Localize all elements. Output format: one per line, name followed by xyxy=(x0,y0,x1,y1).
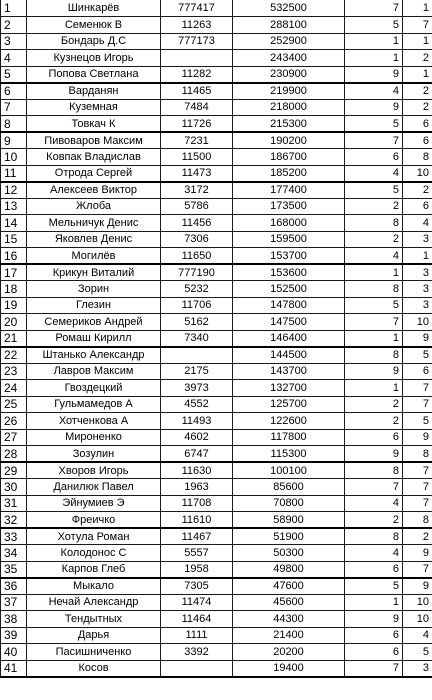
amount-cell[interactable]: 186700 xyxy=(233,149,345,166)
group-a-cell[interactable]: 1 xyxy=(345,594,403,611)
group-b-cell[interactable]: 2 xyxy=(403,528,432,545)
player-name-cell[interactable]: Косов xyxy=(27,660,161,677)
row-number-cell[interactable]: 17 xyxy=(1,264,27,281)
row-number-cell[interactable]: 36 xyxy=(1,578,27,595)
table-row[interactable] xyxy=(1,660,432,677)
player-code-cell[interactable]: 2175 xyxy=(161,363,233,380)
row-number-cell[interactable]: 35 xyxy=(1,561,27,578)
player-name-cell[interactable]: Колодонос С xyxy=(27,545,161,562)
player-name-cell[interactable]: Хотченкова А xyxy=(27,413,161,430)
group-a-cell[interactable]: 9 xyxy=(345,99,403,116)
table-row[interactable] xyxy=(1,198,432,215)
player-code-cell[interactable]: 11467 xyxy=(161,528,233,545)
row-number-cell[interactable]: 38 xyxy=(1,611,27,628)
table-row[interactable] xyxy=(1,479,432,496)
group-b-cell[interactable]: 7 xyxy=(403,380,432,397)
player-code-cell[interactable]: 4552 xyxy=(161,396,233,413)
amount-cell[interactable]: 168000 xyxy=(233,215,345,232)
group-a-cell[interactable]: 5 xyxy=(345,297,403,314)
player-name-cell[interactable]: Штанько Александр xyxy=(27,347,161,364)
row-number-cell[interactable]: 7 xyxy=(1,99,27,116)
player-name-cell[interactable]: Фреичко xyxy=(27,512,161,529)
row-number-cell[interactable]: 29 xyxy=(1,462,27,479)
table-row[interactable] xyxy=(1,495,432,512)
player-name-cell[interactable]: Пасишниченко xyxy=(27,644,161,661)
player-name-cell[interactable]: Кузнецов Игорь xyxy=(27,50,161,67)
group-b-cell[interactable]: 8 xyxy=(403,446,432,463)
group-a-cell[interactable]: 9 xyxy=(345,66,403,83)
group-a-cell[interactable]: 9 xyxy=(345,611,403,628)
player-code-cell[interactable] xyxy=(161,660,233,677)
group-b-cell[interactable]: 9 xyxy=(403,429,432,446)
table-row[interactable] xyxy=(1,215,432,232)
group-a-cell[interactable]: 1 xyxy=(345,264,403,281)
amount-cell[interactable]: 115300 xyxy=(233,446,345,463)
group-a-cell[interactable]: 1 xyxy=(345,33,403,50)
amount-cell[interactable]: 243400 xyxy=(233,50,345,67)
table-row[interactable] xyxy=(1,297,432,314)
player-code-cell[interactable]: 777417 xyxy=(161,0,233,17)
amount-cell[interactable]: 47600 xyxy=(233,578,345,595)
player-name-cell[interactable]: Варданян xyxy=(27,83,161,100)
amount-cell[interactable]: 21400 xyxy=(233,627,345,644)
player-name-cell[interactable]: Мельничук Денис xyxy=(27,215,161,232)
player-code-cell[interactable]: 11610 xyxy=(161,512,233,529)
group-a-cell[interactable]: 2 xyxy=(345,396,403,413)
player-code-cell[interactable]: 5162 xyxy=(161,314,233,331)
player-code-cell[interactable]: 5232 xyxy=(161,281,233,298)
group-b-cell[interactable]: 10 xyxy=(403,314,432,331)
table-row[interactable] xyxy=(1,578,432,595)
player-code-cell[interactable]: 5786 xyxy=(161,198,233,215)
row-number-cell[interactable]: 39 xyxy=(1,627,27,644)
player-code-cell[interactable]: 11708 xyxy=(161,495,233,512)
player-name-cell[interactable]: Семенюк В xyxy=(27,17,161,34)
amount-cell[interactable]: 117800 xyxy=(233,429,345,446)
table-row[interactable] xyxy=(1,528,432,545)
group-b-cell[interactable]: 10 xyxy=(403,165,432,182)
player-name-cell[interactable]: Лавров Максим xyxy=(27,363,161,380)
player-code-cell[interactable]: 6747 xyxy=(161,446,233,463)
row-number-cell[interactable]: 21 xyxy=(1,330,27,347)
player-code-cell[interactable]: 777173 xyxy=(161,33,233,50)
table-row[interactable] xyxy=(1,512,432,529)
amount-cell[interactable]: 159500 xyxy=(233,231,345,248)
group-b-cell[interactable]: 4 xyxy=(403,215,432,232)
table-row[interactable] xyxy=(1,413,432,430)
player-code-cell[interactable]: 7484 xyxy=(161,99,233,116)
group-a-cell[interactable]: 5 xyxy=(345,182,403,199)
table-row[interactable] xyxy=(1,314,432,331)
amount-cell[interactable]: 45600 xyxy=(233,594,345,611)
amount-cell[interactable]: 58900 xyxy=(233,512,345,529)
player-name-cell[interactable]: Гульмамедов А xyxy=(27,396,161,413)
amount-cell[interactable]: 70800 xyxy=(233,495,345,512)
group-b-cell[interactable]: 7 xyxy=(403,17,432,34)
amount-cell[interactable]: 146400 xyxy=(233,330,345,347)
amount-cell[interactable]: 185200 xyxy=(233,165,345,182)
group-b-cell[interactable]: 3 xyxy=(403,297,432,314)
table-row[interactable] xyxy=(1,330,432,347)
group-b-cell[interactable]: 2 xyxy=(403,50,432,67)
row-number-cell[interactable]: 4 xyxy=(1,50,27,67)
group-a-cell[interactable]: 8 xyxy=(345,528,403,545)
group-a-cell[interactable]: 7 xyxy=(345,660,403,677)
group-a-cell[interactable]: 6 xyxy=(345,627,403,644)
table-row[interactable] xyxy=(1,99,432,116)
player-code-cell[interactable]: 11726 xyxy=(161,116,233,133)
group-b-cell[interactable]: 6 xyxy=(403,198,432,215)
player-code-cell[interactable]: 11474 xyxy=(161,594,233,611)
row-number-cell[interactable]: 28 xyxy=(1,446,27,463)
table-row[interactable] xyxy=(1,627,432,644)
group-b-cell[interactable]: 6 xyxy=(403,132,432,149)
row-number-cell[interactable]: 31 xyxy=(1,495,27,512)
player-name-cell[interactable]: Товкач К xyxy=(27,116,161,133)
amount-cell[interactable]: 230900 xyxy=(233,66,345,83)
row-number-cell[interactable]: 1 xyxy=(1,0,27,17)
table-row[interactable] xyxy=(1,363,432,380)
amount-cell[interactable]: 125700 xyxy=(233,396,345,413)
table-row[interactable] xyxy=(1,611,432,628)
group-a-cell[interactable]: 2 xyxy=(345,231,403,248)
table-row[interactable] xyxy=(1,462,432,479)
amount-cell[interactable]: 153700 xyxy=(233,248,345,265)
row-number-cell[interactable]: 33 xyxy=(1,528,27,545)
table-row[interactable] xyxy=(1,347,432,364)
group-b-cell[interactable]: 5 xyxy=(403,644,432,661)
group-b-cell[interactable]: 3 xyxy=(403,264,432,281)
group-b-cell[interactable]: 7 xyxy=(403,396,432,413)
row-number-cell[interactable]: 25 xyxy=(1,396,27,413)
table-row[interactable] xyxy=(1,380,432,397)
row-number-cell[interactable]: 11 xyxy=(1,165,27,182)
group-a-cell[interactable]: 2 xyxy=(345,413,403,430)
group-a-cell[interactable]: 6 xyxy=(345,149,403,166)
group-a-cell[interactable]: 9 xyxy=(345,363,403,380)
amount-cell[interactable]: 532500 xyxy=(233,0,345,17)
group-a-cell[interactable]: 5 xyxy=(345,578,403,595)
player-code-cell[interactable]: 3172 xyxy=(161,182,233,199)
player-name-cell[interactable]: Крикун Виталий xyxy=(27,264,161,281)
row-number-cell[interactable]: 26 xyxy=(1,413,27,430)
group-b-cell[interactable]: 3 xyxy=(403,660,432,677)
player-name-cell[interactable]: Семериков Андрей xyxy=(27,314,161,331)
table-row[interactable] xyxy=(1,50,432,67)
amount-cell[interactable]: 215300 xyxy=(233,116,345,133)
row-number-cell[interactable]: 14 xyxy=(1,215,27,232)
row-number-cell[interactable]: 32 xyxy=(1,512,27,529)
group-a-cell[interactable]: 6 xyxy=(345,429,403,446)
group-b-cell[interactable]: 9 xyxy=(403,578,432,595)
amount-cell[interactable]: 19400 xyxy=(233,660,345,677)
group-a-cell[interactable]: 7 xyxy=(345,314,403,331)
group-a-cell[interactable]: 7 xyxy=(345,132,403,149)
player-name-cell[interactable]: Нечай Александр xyxy=(27,594,161,611)
row-number-cell[interactable]: 15 xyxy=(1,231,27,248)
amount-cell[interactable]: 153600 xyxy=(233,264,345,281)
table-row[interactable] xyxy=(1,561,432,578)
amount-cell[interactable]: 122600 xyxy=(233,413,345,430)
group-b-cell[interactable]: 7 xyxy=(403,561,432,578)
player-name-cell[interactable]: Пивоваров Максим xyxy=(27,132,161,149)
player-code-cell[interactable]: 7340 xyxy=(161,330,233,347)
player-name-cell[interactable]: Отрода Сергей xyxy=(27,165,161,182)
player-code-cell[interactable] xyxy=(161,50,233,67)
amount-cell[interactable]: 20200 xyxy=(233,644,345,661)
player-code-cell[interactable]: 11500 xyxy=(161,149,233,166)
table-row[interactable] xyxy=(1,0,432,17)
row-number-cell[interactable]: 8 xyxy=(1,116,27,133)
row-number-cell[interactable]: 18 xyxy=(1,281,27,298)
amount-cell[interactable]: 190200 xyxy=(233,132,345,149)
player-name-cell[interactable]: Мыкало xyxy=(27,578,161,595)
amount-cell[interactable]: 177400 xyxy=(233,182,345,199)
player-code-cell[interactable]: 11706 xyxy=(161,297,233,314)
player-name-cell[interactable]: Хворов Игорь xyxy=(27,462,161,479)
group-b-cell[interactable]: 6 xyxy=(403,116,432,133)
table-row[interactable] xyxy=(1,545,432,562)
player-code-cell[interactable]: 1963 xyxy=(161,479,233,496)
amount-cell[interactable]: 50300 xyxy=(233,545,345,562)
table-row[interactable] xyxy=(1,182,432,199)
player-code-cell[interactable]: 5557 xyxy=(161,545,233,562)
player-name-cell[interactable]: Куземная xyxy=(27,99,161,116)
amount-cell[interactable]: 51900 xyxy=(233,528,345,545)
group-a-cell[interactable]: 6 xyxy=(345,561,403,578)
player-name-cell[interactable]: Ромаш Кирилл xyxy=(27,330,161,347)
player-name-cell[interactable]: Данилюк Павел xyxy=(27,479,161,496)
player-name-cell[interactable]: Жлоба xyxy=(27,198,161,215)
row-number-cell[interactable]: 5 xyxy=(1,66,27,83)
group-b-cell[interactable]: 9 xyxy=(403,330,432,347)
amount-cell[interactable]: 218000 xyxy=(233,99,345,116)
table-row[interactable] xyxy=(1,132,432,149)
amount-cell[interactable]: 152500 xyxy=(233,281,345,298)
player-name-cell[interactable]: Глезин xyxy=(27,297,161,314)
group-a-cell[interactable]: 8 xyxy=(345,347,403,364)
group-a-cell[interactable]: 8 xyxy=(345,462,403,479)
amount-cell[interactable]: 288100 xyxy=(233,17,345,34)
table-row[interactable] xyxy=(1,644,432,661)
table-row[interactable] xyxy=(1,594,432,611)
group-a-cell[interactable]: 1 xyxy=(345,330,403,347)
group-a-cell[interactable]: 1 xyxy=(345,50,403,67)
group-a-cell[interactable]: 2 xyxy=(345,198,403,215)
player-name-cell[interactable]: Ковпак Владислав xyxy=(27,149,161,166)
row-number-cell[interactable]: 34 xyxy=(1,545,27,562)
amount-cell[interactable]: 143700 xyxy=(233,363,345,380)
group-b-cell[interactable]: 2 xyxy=(403,83,432,100)
player-code-cell[interactable]: 1958 xyxy=(161,561,233,578)
row-number-cell[interactable]: 40 xyxy=(1,644,27,661)
table-row[interactable] xyxy=(1,66,432,83)
group-b-cell[interactable]: 3 xyxy=(403,281,432,298)
group-b-cell[interactable]: 5 xyxy=(403,347,432,364)
spreadsheet-body xyxy=(1,0,432,677)
table-row[interactable] xyxy=(1,17,432,34)
player-name-cell[interactable]: Эйнумиев Э xyxy=(27,495,161,512)
player-name-cell[interactable]: Карпов Глеб xyxy=(27,561,161,578)
player-code-cell[interactable]: 11263 xyxy=(161,17,233,34)
amount-cell[interactable]: 144500 xyxy=(233,347,345,364)
group-b-cell[interactable]: 2 xyxy=(403,182,432,199)
player-code-cell[interactable]: 7305 xyxy=(161,578,233,595)
row-number-cell[interactable]: 23 xyxy=(1,363,27,380)
row-number-cell[interactable]: 20 xyxy=(1,314,27,331)
group-a-cell[interactable]: 4 xyxy=(345,545,403,562)
table-row[interactable] xyxy=(1,116,432,133)
group-a-cell[interactable]: 6 xyxy=(345,644,403,661)
group-b-cell[interactable]: 3 xyxy=(403,231,432,248)
player-code-cell[interactable]: 11650 xyxy=(161,248,233,265)
table-row[interactable] xyxy=(1,33,432,50)
player-code-cell[interactable]: 4602 xyxy=(161,429,233,446)
group-b-cell[interactable]: 4 xyxy=(403,627,432,644)
group-b-cell[interactable]: 7 xyxy=(403,462,432,479)
group-a-cell[interactable]: 4 xyxy=(345,248,403,265)
amount-cell[interactable]: 147500 xyxy=(233,314,345,331)
group-b-cell[interactable]: 10 xyxy=(403,611,432,628)
player-code-cell[interactable]: 3973 xyxy=(161,380,233,397)
table-row[interactable] xyxy=(1,281,432,298)
group-b-cell[interactable]: 1 xyxy=(403,248,432,265)
group-a-cell[interactable]: 7 xyxy=(345,479,403,496)
player-name-cell[interactable]: Тендытных xyxy=(27,611,161,628)
player-name-cell[interactable]: Бондарь Д.С xyxy=(27,33,161,50)
row-number-cell[interactable]: 37 xyxy=(1,594,27,611)
group-b-cell[interactable]: 6 xyxy=(403,363,432,380)
amount-cell[interactable]: 147800 xyxy=(233,297,345,314)
group-a-cell[interactable]: 1 xyxy=(345,380,403,397)
player-code-cell[interactable]: 11465 xyxy=(161,83,233,100)
amount-cell[interactable]: 132700 xyxy=(233,380,345,397)
group-b-cell[interactable]: 7 xyxy=(403,479,432,496)
row-number-cell[interactable]: 41 xyxy=(1,660,27,677)
player-name-cell[interactable]: Алексеев Виктор xyxy=(27,182,161,199)
group-b-cell[interactable]: 8 xyxy=(403,512,432,529)
player-code-cell[interactable]: 777190 xyxy=(161,264,233,281)
group-a-cell[interactable]: 8 xyxy=(345,281,403,298)
row-number-cell[interactable]: 2 xyxy=(1,17,27,34)
player-code-cell[interactable]: 11630 xyxy=(161,462,233,479)
group-b-cell[interactable]: 9 xyxy=(403,545,432,562)
row-number-cell[interactable]: 19 xyxy=(1,297,27,314)
group-a-cell[interactable]: 4 xyxy=(345,165,403,182)
player-code-cell[interactable]: 11282 xyxy=(161,66,233,83)
row-number-cell[interactable]: 24 xyxy=(1,380,27,397)
group-a-cell[interactable]: 8 xyxy=(345,215,403,232)
group-a-cell[interactable]: 2 xyxy=(345,512,403,529)
amount-cell[interactable]: 252900 xyxy=(233,33,345,50)
player-name-cell[interactable]: Мироненко xyxy=(27,429,161,446)
row-number-cell[interactable]: 16 xyxy=(1,248,27,265)
table-row[interactable] xyxy=(1,149,432,166)
table-row[interactable] xyxy=(1,165,432,182)
row-number-cell[interactable]: 3 xyxy=(1,33,27,50)
group-b-cell[interactable]: 1 xyxy=(403,0,432,17)
group-b-cell[interactable]: 1 xyxy=(403,33,432,50)
amount-cell[interactable]: 100100 xyxy=(233,462,345,479)
row-number-cell[interactable]: 13 xyxy=(1,198,27,215)
amount-cell[interactable]: 219900 xyxy=(233,83,345,100)
group-b-cell[interactable]: 2 xyxy=(403,99,432,116)
group-a-cell[interactable]: 5 xyxy=(345,116,403,133)
group-a-cell[interactable]: 7 xyxy=(345,0,403,17)
group-a-cell[interactable]: 4 xyxy=(345,495,403,512)
amount-cell[interactable]: 85600 xyxy=(233,479,345,496)
amount-cell[interactable]: 49800 xyxy=(233,561,345,578)
player-name-cell[interactable]: Дарья xyxy=(27,627,161,644)
row-number-cell[interactable]: 12 xyxy=(1,182,27,199)
player-code-cell[interactable]: 11464 xyxy=(161,611,233,628)
group-b-cell[interactable]: 5 xyxy=(403,413,432,430)
player-code-cell[interactable]: 11473 xyxy=(161,165,233,182)
row-number-cell[interactable]: 10 xyxy=(1,149,27,166)
group-a-cell[interactable]: 5 xyxy=(345,17,403,34)
row-number-cell[interactable]: 27 xyxy=(1,429,27,446)
amount-cell[interactable]: 173500 xyxy=(233,198,345,215)
group-a-cell[interactable]: 4 xyxy=(345,83,403,100)
player-code-cell[interactable]: 1111 xyxy=(161,627,233,644)
player-name-cell[interactable]: Хотула Роман xyxy=(27,528,161,545)
row-number-cell[interactable]: 22 xyxy=(1,347,27,364)
player-name-cell[interactable]: Гвоздецкий xyxy=(27,380,161,397)
table-row[interactable] xyxy=(1,429,432,446)
player-code-cell[interactable]: 11493 xyxy=(161,413,233,430)
player-code-cell[interactable] xyxy=(161,347,233,364)
table-row[interactable] xyxy=(1,396,432,413)
player-name-cell[interactable]: Попова Светлана xyxy=(27,66,161,83)
group-a-cell[interactable]: 9 xyxy=(345,446,403,463)
player-name-cell[interactable]: Шинкарёв xyxy=(27,0,161,17)
row-number-cell[interactable]: 30 xyxy=(1,479,27,496)
amount-cell[interactable]: 44300 xyxy=(233,611,345,628)
player-name-cell[interactable]: Зозулин xyxy=(27,446,161,463)
player-code-cell[interactable]: 3392 xyxy=(161,644,233,661)
player-code-cell[interactable]: 7231 xyxy=(161,132,233,149)
group-b-cell[interactable]: 8 xyxy=(403,149,432,166)
group-b-cell[interactable]: 1 xyxy=(403,66,432,83)
player-name-cell[interactable]: Яковлев Денис xyxy=(27,231,161,248)
row-number-cell[interactable]: 9 xyxy=(1,132,27,149)
group-b-cell[interactable]: 7 xyxy=(403,495,432,512)
table-row[interactable] xyxy=(1,446,432,463)
player-code-cell[interactable]: 11456 xyxy=(161,215,233,232)
table-row[interactable] xyxy=(1,83,432,100)
player-name-cell[interactable]: Зорин xyxy=(27,281,161,298)
row-number-cell[interactable]: 6 xyxy=(1,83,27,100)
player-name-cell[interactable]: Могилёв xyxy=(27,248,161,265)
table-row[interactable] xyxy=(1,248,432,265)
player-code-cell[interactable]: 7306 xyxy=(161,231,233,248)
group-b-cell[interactable]: 10 xyxy=(403,594,432,611)
table-row[interactable] xyxy=(1,264,432,281)
table-row[interactable] xyxy=(1,231,432,248)
